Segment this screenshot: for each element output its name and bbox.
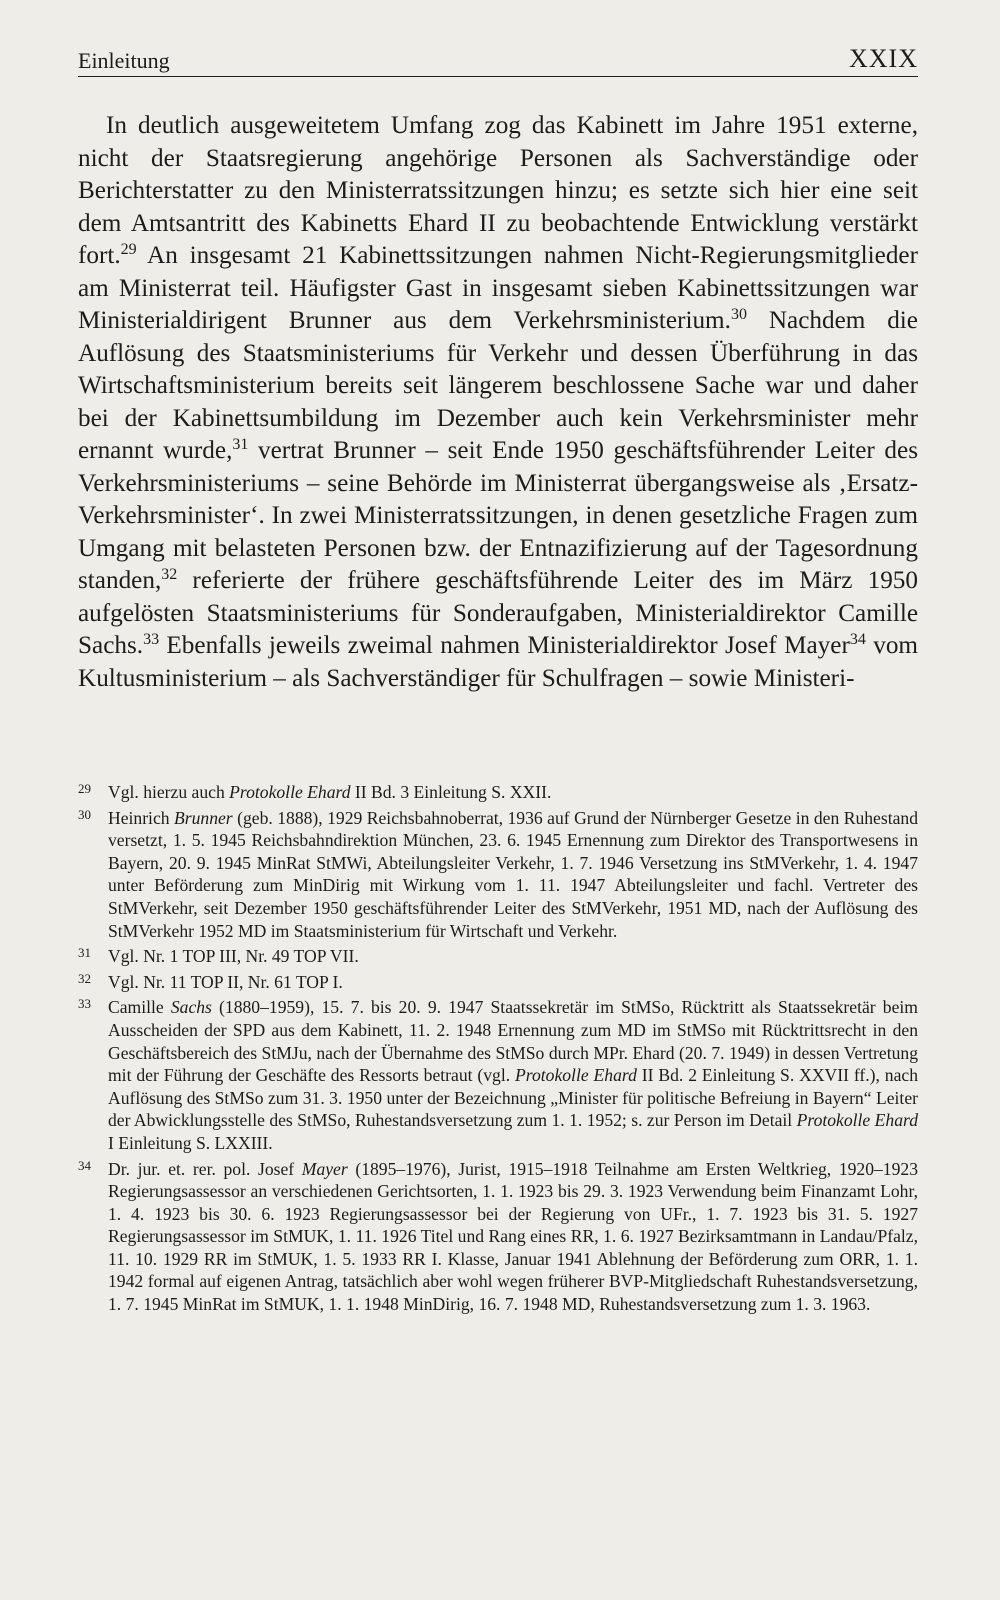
footnote-ref-32: 32 <box>161 566 178 583</box>
text-run: In deutlich ausgeweitetem Umfang zog das Kabinett im Jahre 1951 externe, nicht der Staatsregierung angehörige Personen als Sachverständige oder Berichterstatter zu den Ministerratssitzungen hinzu; es setzte sich hier eine seit dem Amtsantritt des Kabinetts Ehard II zu beobachtende Entwicklung verstärkt fort. <box>78 112 918 269</box>
footnote-text: (1895–1976), Jurist, 1915–1918 Teilnahme am Ersten Weltkrieg, 1920–1923 Regierungsassessor an verschiedenen Gerichtsorten, 1. 1. 1923 bis 29. 3. 1923 Verwendung beim Finanzamt Lohr, 1. 4. 1923 bis 30. 6. 1923 Regierungsassessor bei der Regierung von UFr., 1. 7. 1923 bis 31. 5. 1927 Regierungsassessor im StMUK, 1. 11. 1926 Titel und Rang eines RR, 1. 6. 1927 Bezirksamtmann in Landau/Pfalz, 11. 10. 1929 RR im StMUK, 1. 5. 1933 RR I. Klasse, Januar 1941 Ablehnung der Beförderung zum ORR, 1. 1. 1942 formal auf eigenen Antrag, tatsächlich aber wohl wegen früherer BVP-Mitgliedschaft Ruhestandsversetzung, 1. 7. 1945 MinRat im StMUK, 1. 1. 1948 MinDirig, 16. 7. 1948 MD, Ruhestandsversetzung zum 1. 3. 1963. <box>108 1158 918 1315</box>
footnote-ref-30: 30 <box>730 306 747 323</box>
footnote-30 <box>78 807 918 943</box>
text-run: An insgesamt 21 Kabinettssitzungen nahmen Nicht-Regierungsmitglieder am Ministerrat teil. Häufigster Gast in insgesamt sieben Kabinettssitzungen war Ministerialdirigent Brunner aus dem Verkehrsministerium. <box>78 242 918 334</box>
footnote-number: 34 <box>78 1157 91 1173</box>
footnote-italic: Mayer <box>301 1158 348 1179</box>
footnote-ref-33: 33 <box>143 631 160 648</box>
footnote-ref-29: 29 <box>120 241 137 258</box>
footnote-number: 30 <box>78 806 91 822</box>
footnote-text: II Bd. 2 Einleitung S. XXVII ff.), nach Auflösung des StMSo zum 31. 3. 1950 unter der Bezeichnung „Minister für politische Befreiung in Bayern“ Leiter der Abwicklungsstelle des StMSo, Ruhestandsversetzung zum 1. 1. 1952; s. zur Person im Detail <box>108 1065 919 1131</box>
footnote-text: (1880–1959), 15. 7. bis 20. 9. 1947 Staatssekretär im StMSo, Rücktritt als Staatssekretär beim Ausscheiden der SPD aus dem Kabinett, 11. 2. 1948 Ernennung zum MD im StMSo mit Rücktrittsrecht in den Geschäftsbereich des StMJu, nach der Übernahme des StMSo durch MPr. Ehard (20. 7. 1949) in dessen Vertretung mit der Führung der Geschäfte des Ressorts betraut (vgl. <box>108 997 918 1086</box>
footnotes <box>78 781 918 1319</box>
footnote-number: 31 <box>78 945 91 961</box>
footnote-29 <box>78 781 918 804</box>
footnote-number: 32 <box>78 970 91 986</box>
footnote-italic: Protokolle Ehard <box>796 1110 919 1131</box>
footnote-text: Vgl. hierzu auch <box>108 782 230 802</box>
footnote-ref-31: 31 <box>232 436 249 453</box>
text-run: Ebenfalls jeweils zweimal nahmen Ministerialdirektor Josef Mayer <box>159 632 850 659</box>
text-run: Nachdem die Auflösung des Staatsministeriums für Verkehr und dessen Überführung in das Wirtschaftsministerium bereits seit längerem beschlossene Sache war und daher bei der Kabinettsumbildung im Dezember auch kein Verkehrsminister mehr ernannt wurde, <box>78 307 918 464</box>
footnote-number: 29 <box>78 781 91 796</box>
main-text <box>78 110 918 695</box>
text-run: referierte der frühere geschäftsführende Leiter des im März 1950 aufgelösten Staatsministeriums für Sonderaufgaben, Ministerialdirektor Camille Sachs. <box>78 567 918 659</box>
footnote-text: I Einleitung S. LXXIII. <box>108 1132 273 1153</box>
footnote-text: II Bd. 3 Einleitung S. XXII. <box>350 782 552 802</box>
footnote-text: (geb. 1888), 1929 Reichsbahnoberrat, 1936 auf Grund der Nürnberger Gesetze in den Ruhestand versetzt, 1. 5. 1945 Reichsbahndirektion München, 23. 6. 1945 Ernennung zum Direktor des Transportwesens in Bayern, 20. 9. 1945 MinRat StMWi, Abteilungsleiter Verkehr, 1. 7. 1946 Versetzung ins StMVerkehr, 1. 4. 1947 unter Beförderung zum MinDirig mit Wirkung vom 1. 11. 1947 Abteilungsleiter und fachl. Vertreter des StMVerkehr, seit Dezember 1950 geschäftsführender Leiter des StMVerkehr, 1951 MD, nach der Auflösung des StMVerkehr 1952 MD im Staatsministerium für Wirtschaft und Verkehr. <box>108 807 919 941</box>
footnote-italic: Protokolle Ehard <box>229 782 351 802</box>
footnote-number: 33 <box>78 996 91 1012</box>
text-run: vom Kultusministerium – als Sachverständiger für Schulfragen – sowie Ministeri- <box>78 632 918 692</box>
page-number: XXIX <box>849 44 918 73</box>
footnote-italic: Protokolle Ehard <box>515 1065 637 1086</box>
footnote-text: Vgl. Nr. 1 TOP III, Nr. 49 TOP VII. <box>108 946 359 967</box>
footnote-34 <box>78 1158 918 1316</box>
footnote-ref-34: 34 <box>849 631 866 648</box>
running-head <box>78 44 918 77</box>
footnote-text: Heinrich <box>108 807 175 828</box>
footnote-33 <box>78 996 918 1154</box>
footnote-italic: Brunner <box>174 807 233 828</box>
footnote-text: Dr. jur. et. rer. pol. Josef <box>108 1158 302 1179</box>
text-run: vertrat Brunner – seit Ende 1950 geschäftsführender Leiter des Verkehrsministeriums – seine Behörde im Ministerrat übergangsweise als ‚Ersatz-Verkehrsminister‘. In zwei Ministerratssitzungen, in denen gesetzliche Fragen zum Umgang mit belasteten Personen bzw. der Entnazifizierung auf der Tagesordnung standen, <box>78 437 918 594</box>
section-title: Einleitung <box>78 48 170 73</box>
footnote-31 <box>78 945 918 968</box>
footnote-32 <box>78 971 918 994</box>
footnote-text: Vgl. Nr. 11 TOP II, Nr. 61 TOP I. <box>108 971 343 992</box>
book-page <box>78 0 918 1600</box>
footnote-text: Camille <box>108 997 171 1018</box>
paragraph <box>78 110 918 695</box>
footnote-italic: Sachs <box>170 997 212 1018</box>
